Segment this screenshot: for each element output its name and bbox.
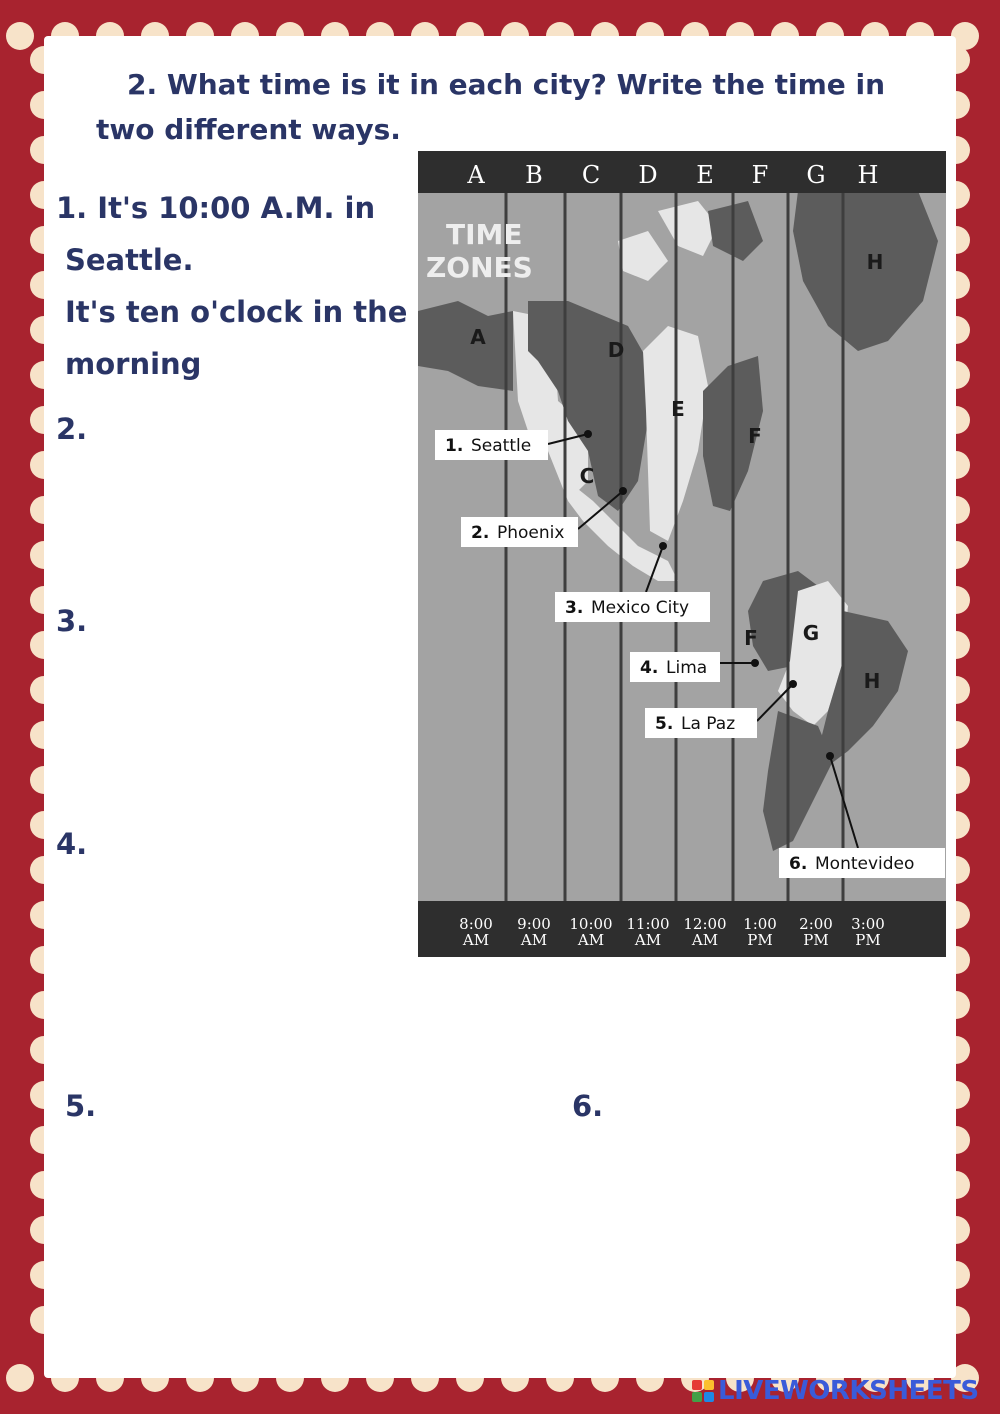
logo-square [704, 1392, 714, 1402]
city-name: La Paz [681, 714, 736, 734]
logo-text: LIVEWORKSHEETS [718, 1376, 979, 1406]
region-letter: H [863, 669, 881, 693]
logo-square [692, 1392, 702, 1402]
answer-3-number: 3. [56, 604, 88, 638]
city-name: Montevideo [815, 854, 915, 874]
zone-time-hour: 9:00 [517, 915, 551, 933]
zone-time-period: AM [691, 931, 719, 949]
scallop [6, 1364, 34, 1392]
city-number: 3. [565, 598, 584, 618]
city-number: 2. [471, 523, 490, 543]
map-title-line-2: ZONES [426, 251, 533, 284]
zone-time-hour: 11:00 [626, 915, 670, 933]
city-name: Seattle [471, 436, 532, 456]
zone-letter: F [751, 161, 769, 189]
zone-time-hour: 2:00 [799, 915, 833, 933]
zone-time-hour: 3:00 [851, 915, 885, 933]
region-letter: H [866, 250, 884, 274]
answer-1-line-1: 1. It's 10:00 A.M. in [56, 191, 376, 225]
answer-2-number: 2. [56, 412, 88, 446]
map-title-line-1: TIME [446, 218, 523, 251]
city-dot [619, 487, 627, 495]
zone-letter: H [857, 161, 879, 189]
logo-square [704, 1380, 714, 1390]
city-dot [751, 659, 759, 667]
logo-mark-icon [692, 1380, 714, 1402]
zone-letter: G [806, 161, 826, 189]
city-name: Phoenix [497, 523, 565, 543]
zone-time-period: AM [462, 931, 490, 949]
logo-square [692, 1380, 702, 1390]
city-number: 6. [789, 854, 808, 874]
scallop [6, 22, 34, 50]
city-number: 5. [655, 714, 674, 734]
answer-6-number: 6. [572, 1089, 604, 1123]
answer-4-number: 4. [56, 827, 88, 861]
zone-letter: C [581, 161, 601, 189]
zone-time-period: AM [520, 931, 548, 949]
city-dot [826, 752, 834, 760]
zone-letter: A [467, 161, 485, 189]
region-letter: E [671, 397, 685, 421]
region-letter: G [802, 621, 820, 645]
city-dot [789, 680, 797, 688]
zone-time-period: PM [747, 931, 773, 949]
answer-5-number: 5. [65, 1089, 97, 1123]
region-letter: F [748, 424, 762, 448]
zone-time-hour: 12:00 [683, 915, 727, 933]
zone-time-period: AM [577, 931, 605, 949]
city-name: Mexico City [591, 598, 690, 618]
answer-1-line-2: Seattle. [65, 243, 194, 277]
zone-letter: D [638, 161, 658, 189]
zone-time-period: PM [855, 931, 881, 949]
zone-time-hour: 8:00 [459, 915, 493, 933]
city-number: 4. [640, 658, 659, 678]
answer-1-line-3: It's ten o'clock in the [65, 295, 408, 329]
answer-1-line-4: morning [65, 347, 202, 381]
zone-letter: E [696, 161, 714, 189]
city-dot [584, 430, 592, 438]
city-dot [659, 542, 667, 550]
zone-time-period: PM [803, 931, 829, 949]
region-letter: A [470, 325, 486, 349]
region-letter: C [579, 464, 595, 488]
zone-time-period: AM [634, 931, 662, 949]
zone-time-hour: 1:00 [743, 915, 777, 933]
city-name: Lima [666, 658, 708, 678]
zone-letter: B [525, 161, 543, 189]
liveworksheets-logo [692, 1376, 979, 1406]
time-zones-map [418, 151, 946, 957]
region-letter: D [607, 338, 625, 362]
zone-time-hour: 10:00 [569, 915, 613, 933]
region-letter: F [744, 626, 758, 650]
city-number: 1. [445, 436, 464, 456]
question-heading: 2. What time is it in each city? Write the time in two different ways. [96, 68, 886, 146]
